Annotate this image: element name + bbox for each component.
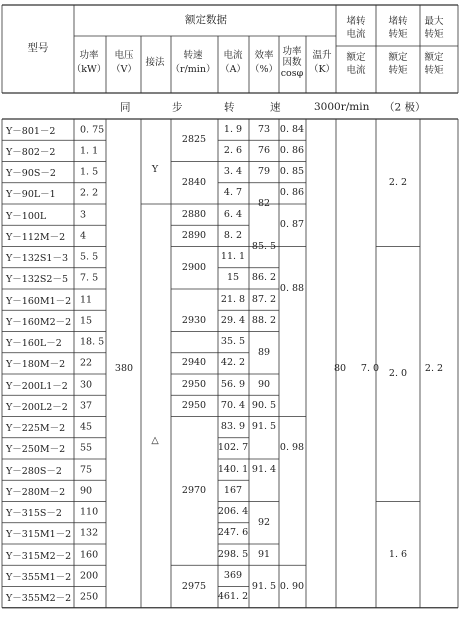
sync-word-4: 速 — [270, 101, 281, 114]
header-rated-data: 额定数据 — [185, 14, 227, 26]
header-pf-3: cosφ — [280, 68, 304, 79]
speed-cell: 2825 — [181, 134, 207, 146]
model-cell: Y－315M1－2 — [6, 529, 72, 541]
power-cell: 75 — [80, 464, 93, 476]
model-cell: Y－355M1－2 — [6, 571, 72, 583]
power-cell: 5. 5 — [80, 251, 99, 263]
header-max-torque-1: 最大 — [424, 16, 444, 27]
model-cell: Y－90S－2 — [6, 168, 56, 180]
power-cell: 1. 1 — [80, 145, 99, 157]
power-factor-cell: 0. 84 — [279, 123, 305, 135]
header-locked-torque-4: 转矩 — [388, 65, 408, 76]
speed-cell: 2880 — [181, 208, 207, 220]
power-cell: 15 — [80, 315, 93, 327]
current-cell: 3. 4 — [223, 166, 243, 178]
locked-current-value: 7. 0 — [360, 363, 380, 374]
power-cell: 7. 5 — [80, 272, 99, 284]
efficiency-cell: 91. 5 — [251, 580, 277, 592]
header-max-torque-3: 额定 — [424, 52, 444, 63]
header-locked-current-4: 电流 — [346, 65, 366, 76]
current-cell: 11. 1 — [220, 251, 246, 263]
current-cell: 140. 1 — [217, 463, 249, 475]
header-speed: 转速 — [183, 50, 203, 61]
locked-torque-cell: 2. 2 — [388, 176, 408, 188]
current-cell: 56. 9 — [220, 378, 246, 390]
efficiency-cell: 73 — [257, 123, 271, 135]
speed-cell: 2950 — [181, 378, 207, 390]
header-temp-rise: 温升 — [312, 50, 332, 61]
current-cell: 42. 2 — [220, 357, 246, 369]
efficiency-cell: 87. 2 — [251, 293, 277, 305]
power-cell: 55 — [80, 442, 93, 454]
power-factor-cell: 0. 86 — [279, 187, 305, 199]
header-locked-current-1: 堵转 — [346, 16, 366, 27]
efficiency-cell: 91. 5 — [251, 421, 277, 433]
current-cell: 1. 9 — [223, 123, 243, 135]
model-cell: Y－100L — [6, 210, 47, 222]
model-cell: Y－200L1－2 — [6, 380, 68, 392]
current-cell: 461. 2 — [217, 591, 249, 603]
current-cell: 6. 4 — [223, 208, 243, 220]
header-pf-2: 因数 — [282, 57, 302, 68]
voltage-value: 380 — [114, 363, 134, 374]
power-cell: 0. 75 — [80, 124, 105, 136]
power-factor-cell: 0. 85 — [279, 166, 305, 178]
speed-cell: 2970 — [181, 484, 207, 496]
header-pf-1: 功率 — [282, 46, 302, 57]
efficiency-cell: 85. 5 — [251, 240, 277, 252]
model-cell: Y－315M2－2 — [6, 550, 72, 562]
power-cell: 4 — [80, 230, 87, 242]
sync-word-2: 步 — [172, 101, 183, 114]
model-cell: Y－802－2 — [6, 146, 56, 158]
efficiency-cell: 91 — [257, 548, 271, 560]
current-cell: 2. 6 — [223, 144, 243, 156]
speed-cell: 2940 — [181, 357, 207, 369]
sync-word-1: 同 — [120, 101, 131, 114]
current-cell: 206. 4 — [217, 506, 249, 518]
model-cell: Y－280S－2 — [6, 465, 62, 477]
header-model: 型号 — [27, 42, 49, 54]
current-cell: 83. 9 — [220, 421, 246, 433]
model-cell: Y－160M2－2 — [6, 316, 72, 328]
model-cell: Y－112M－2 — [6, 231, 66, 243]
header-locked-torque-1: 堵转 — [388, 16, 408, 27]
header-power: 功率 — [79, 50, 99, 61]
sync-word-3: 转 — [224, 101, 235, 114]
current-cell: 4. 7 — [223, 187, 243, 199]
connection-delta: △ — [151, 435, 159, 446]
speed-cell: 2975 — [181, 580, 207, 592]
power-factor-cell: 0. 88 — [279, 283, 305, 294]
temp-rise-value: 80 — [333, 363, 347, 374]
header-voltage-unit: （V） — [111, 64, 137, 75]
power-factor-cell: 0. 98 — [279, 442, 305, 454]
power-cell: 160 — [80, 549, 99, 561]
model-cell: Y－280M－2 — [6, 486, 66, 498]
power-cell: 200 — [80, 570, 99, 582]
header-temp-unit: （K） — [308, 64, 336, 75]
header-current: 电流 — [223, 50, 243, 61]
model-cell: Y－315S－2 — [6, 508, 62, 520]
header-locked-current-2: 电流 — [346, 29, 366, 40]
power-cell: 3 — [80, 209, 87, 221]
header-max-torque-4: 转矩 — [424, 65, 444, 76]
power-factor-cell: 0. 87 — [279, 219, 305, 231]
speed-cell: 2950 — [181, 399, 207, 411]
model-cell: Y－200L2－2 — [6, 401, 68, 413]
efficiency-cell: 90 — [257, 378, 271, 390]
header-efficiency-unit: （%） — [249, 64, 279, 75]
current-cell: 298. 5 — [217, 548, 249, 560]
power-cell: 18. 5 — [80, 336, 105, 348]
model-cell: Y－160L－2 — [6, 338, 62, 350]
locked-torque-cell: 2. 0 — [388, 368, 408, 379]
efficiency-cell: 79 — [257, 166, 271, 178]
connection-y: Y — [151, 164, 159, 175]
header-locked-torque-2: 转矩 — [388, 29, 408, 40]
efficiency-cell: 86. 2 — [251, 272, 277, 284]
model-cell: Y－250M－2 — [6, 444, 66, 456]
current-cell: 247. 6 — [217, 527, 249, 539]
current-cell: 8. 2 — [223, 229, 243, 241]
power-cell: 37 — [80, 400, 93, 412]
header-speed-unit: （r/min） — [170, 64, 216, 75]
speed-cell: 2900 — [181, 261, 207, 273]
header-efficiency: 效率 — [254, 50, 274, 61]
power-cell: 132 — [80, 527, 99, 539]
sync-speed: 3000r/min — [314, 101, 370, 113]
model-cell: Y－90L－1 — [6, 189, 56, 201]
model-cell: Y－225M－2 — [6, 423, 66, 435]
header-locked-torque-3: 额定 — [388, 52, 408, 63]
speed-cell: 2840 — [181, 176, 207, 188]
model-cell: Y－132S1－3 — [6, 253, 69, 265]
header-power-unit: （kW） — [71, 64, 107, 75]
header-locked-current-3: 额定 — [346, 52, 366, 63]
power-cell: 30 — [80, 379, 93, 391]
header-voltage: 电压 — [114, 50, 134, 61]
power-cell: 1. 5 — [80, 166, 99, 178]
current-cell: 102. 7 — [217, 442, 249, 454]
sync-poles: （2 极） — [384, 101, 426, 114]
power-cell: 250 — [80, 591, 99, 603]
power-cell: 11 — [80, 294, 93, 306]
current-cell: 29. 4 — [220, 314, 246, 326]
current-cell: 369 — [223, 569, 243, 581]
current-cell: 21. 8 — [220, 293, 246, 305]
max-torque-value: 2. 2 — [424, 363, 444, 374]
current-cell: 35. 5 — [220, 336, 246, 348]
efficiency-cell: 92 — [257, 516, 271, 528]
power-cell: 45 — [80, 421, 93, 433]
power-factor-cell: 0. 90 — [279, 580, 305, 592]
model-cell: Y－180M－2 — [6, 359, 66, 371]
model-cell: Y－355M2－2 — [6, 593, 72, 605]
model-cell: Y－801－2 — [6, 125, 56, 137]
current-cell: 15 — [226, 272, 240, 284]
current-cell: 70. 4 — [220, 399, 246, 411]
speed-cell: 2890 — [181, 229, 207, 241]
model-cell: Y－160M1－2 — [6, 295, 72, 307]
power-cell: 90 — [80, 485, 93, 497]
efficiency-cell: 90. 5 — [251, 399, 277, 411]
speed-cell: 2930 — [181, 314, 207, 326]
header-connection: 接法 — [145, 57, 165, 68]
efficiency-cell: 82 — [257, 198, 271, 209]
header-max-torque-2: 转矩 — [424, 29, 444, 40]
efficiency-cell: 89 — [257, 346, 271, 358]
model-cell: Y－132S2－5 — [6, 274, 69, 286]
current-cell: 167 — [223, 484, 243, 496]
header-current-unit: （A） — [220, 64, 246, 75]
power-cell: 110 — [80, 506, 99, 518]
power-cell: 22 — [80, 357, 93, 369]
efficiency-cell: 91. 4 — [251, 463, 277, 475]
efficiency-cell: 88. 2 — [251, 314, 277, 326]
power-cell: 2. 2 — [80, 187, 99, 199]
efficiency-cell: 76 — [257, 144, 271, 156]
locked-torque-cell: 1. 6 — [388, 548, 408, 560]
power-factor-cell: 0. 86 — [279, 144, 305, 156]
